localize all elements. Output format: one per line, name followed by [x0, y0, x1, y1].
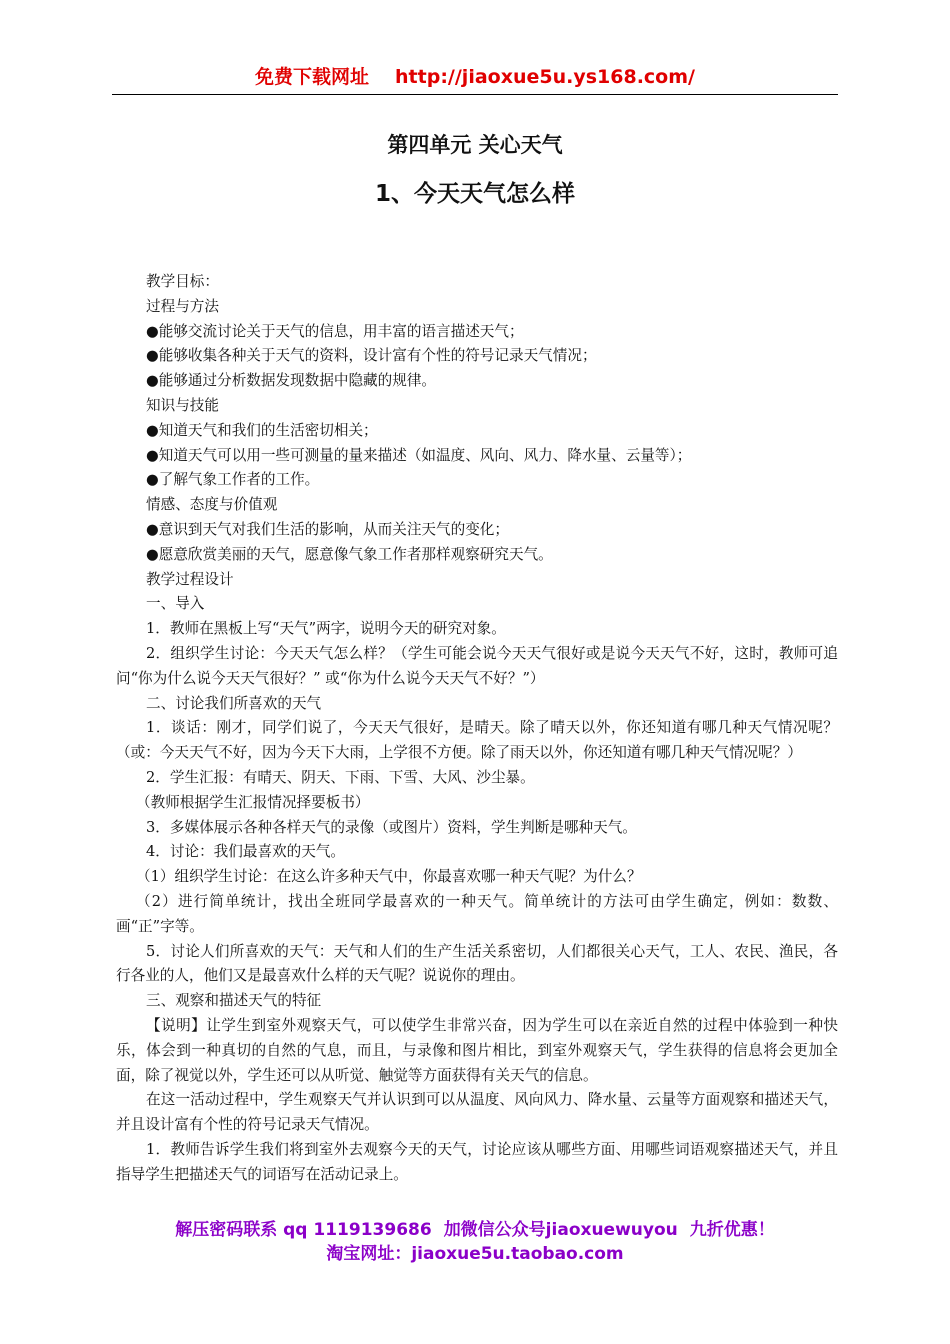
paragraph: ●愿意欣赏美丽的天气，愿意像气象工作者那样观察研究天气。 [146, 545, 553, 563]
download-url-link[interactable]: http://jiaoxue5u.ys168.com/ [395, 66, 695, 88]
download-banner [112, 64, 838, 90]
document-body [116, 270, 838, 1187]
paragraph: ●意识到天气对我们生活的影响，从而关注天气的变化； [146, 520, 509, 538]
paragraph: ●知道天气和我们的生活密切相关； [146, 421, 378, 439]
paragraph: 情感、态度与价值观 [146, 496, 278, 514]
lesson-title: 1、今天天气怎么样 [374, 181, 575, 207]
paragraph: ●能够通过分析数据发现数据中隐藏的规律。 [146, 372, 437, 390]
paragraph: ●知道天气可以用一些可测量的量来描述（如温度、风向、风力、降水量、云量等）； [146, 446, 692, 464]
unit-title: 第四单元 关心天气 [387, 133, 563, 157]
paragraph: 【说明】让学生到室外观察天气，可以使学生非常兴奋，因为学生可以在亲近自然的过程中体验到一种快乐，体会到一种真切的自然的气息，而且，与录像和图片相比，到室外观察天气，学生获得的信息将会更加全面，除了视觉以外，学生还可以从听觉、触觉等方面获得有关天气的信息。 [116, 1016, 838, 1084]
contact-wechat: 加微信公众号jiaoxuewuyou [443, 1220, 678, 1240]
paragraph: 1．谈话：刚才，同学们说了，今天天气很好，是晴天。除了晴天以外，你还知道有哪几种天气情况呢？（或：今天天气不好，因为今天下大雨，上学很不方便。除了雨天以外，你还知道有哪几种天气情况呢？） [116, 719, 838, 762]
paragraph: 2．学生汇报：有晴天、阴天、下雨、下雪、大风、沙尘暴。 [146, 768, 535, 786]
contact-banner [112, 1218, 838, 1242]
paragraph: 教学过程设计 [146, 570, 234, 588]
discount-note: 九折优惠！ [689, 1220, 775, 1240]
paragraph: 教学目标： [146, 273, 219, 290]
paragraph: 三、观察和描述天气的特征 [146, 992, 322, 1010]
paragraph: 2．组织学生讨论：今天天气怎么样？（学生可能会说今天天气很好或是说今天天气不好，这时，教师可追问“你为什么说今天天气很好？” 或“你为什么说今天天气不好？”） [116, 644, 838, 687]
paragraph: 1．教师在黑板上写“天气”两字，说明今天的研究对象。 [146, 620, 506, 638]
paragraph: 二、讨论我们所喜欢的天气 [146, 694, 322, 712]
paragraph: ●了解气象工作者的工作。 [146, 471, 320, 489]
paragraph: 在这一活动过程中，学生观察天气并认识到可以从温度、风向风力、降水量、云量等方面观察和描述天气，并且设计富有个性的符号记录天气情况。 [116, 1091, 838, 1134]
paragraph: ●能够收集各种关于天气的资料，设计富有个性的符号记录天气情况； [146, 347, 597, 365]
paragraph: 4．讨论：我们最喜欢的天气。 [146, 843, 346, 861]
paragraph: ●能够交流讨论关于天气的信息，用丰富的语言描述天气； [146, 322, 524, 340]
header-rule [112, 94, 838, 95]
paragraph: 1．教师告诉学生我们将到室外去观察今天的天气，讨论应该从哪些方面、用哪些词语观察描述天气，并且指导学生把描述天气的词语写在活动记录上。 [116, 1140, 838, 1183]
contact-qq: 解压密码联系 qq 1119139686 [175, 1220, 432, 1240]
paragraph: （教师根据学生汇报情况择要板书） [136, 793, 370, 811]
paragraph: （1）组织学生讨论：在这么许多种天气中，你最喜欢哪一种天气呢？为什么？ [136, 868, 642, 886]
paragraph: 5．讨论人们所喜欢的天气：天气和人们的生产生活关系密切，人们都很关心天气，工人、农民、渔民，各行各业的人，他们又是最喜欢什么样的天气呢？说说你的理由。 [116, 942, 838, 985]
paragraph: 知识与技能 [146, 396, 219, 414]
paragraph: （2）进行简单统计，找出全班同学最喜欢的一种天气。简单统计的方法可由学生确定，例如：数数、画“正”字等。 [116, 892, 838, 935]
download-label: 免费下载网址 [255, 66, 370, 88]
paragraph: 3．多媒体展示各种各样天气的录像（或图片）资料，学生判断是哪种天气。 [146, 818, 637, 836]
paragraph: 一、导入 [146, 595, 205, 613]
taobao-link[interactable]: 淘宝网址：jiaoxue5u.taobao.com [326, 1244, 624, 1264]
paragraph: 过程与方法 [146, 297, 219, 315]
